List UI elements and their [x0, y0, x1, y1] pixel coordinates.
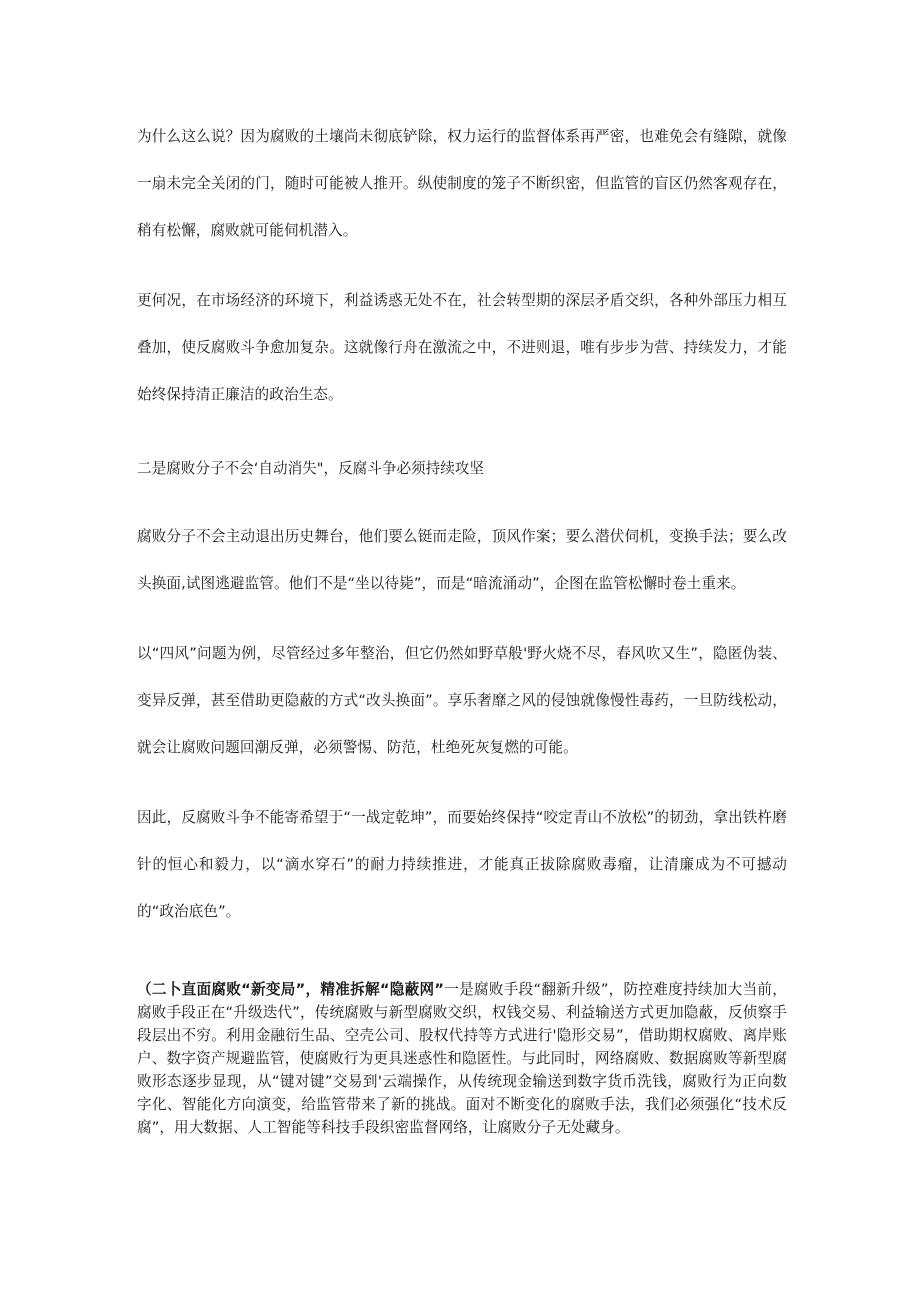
section-heading-two: 二是腐败分子不会‘自动消失"，反腐斗争必须持续攻坚 — [137, 460, 485, 477]
section-new-situation — [137, 978, 787, 1139]
paragraph-market-economy: 更何况，在市场经济的环境下，利益诱惑无处不在，社会转型期的深层矛盾交织，各种外部压力相互叠加，使反腐败斗争愈加复杂。这就像行舟在激流之中，不进则退，唯有步步为营、持续发力，才能始终保持清正廉洁的政治生态。 — [137, 292, 787, 403]
section-bold-lead: （二卜直面腐败“新变局”，精准拆解“隐蔽网” — [137, 981, 445, 998]
paragraph-why: 为什么这么说？因为腐败的土壤尚未彻底铲除，权力运行的监督体系再严密，也难免会有缝隙，就像一扇未完全关闭的门，随时可能被人推开。纵使制度的笼子不断织密，但监管的盲区仍然客观存在，稍有松懈，腐败就可能伺机潜入。 — [137, 128, 787, 239]
paragraph-therefore: 因此，反腐败斗争不能寄希望于“一战定乾坤”，而要始终保持“咬定青山不放松”的韧劲，拿出铁杵磨针的恒心和毅力，以“滴水穿石”的耐力持续推进，才能真正拔除腐败毒瘤，让清廉成为不可撼动的“政治底色”。 — [137, 809, 787, 920]
section-body: 一是腐败手段“翻新升级”，防控难度持续加大当前，腐败手段正在“升级迭代”，传统腐败与新型腐败交织，权钱交易、利益输送方式更加隐蔽，反侦察手段层出不穷。利用金融衍生品、空壳公司、股权代持等方式进行'隐形交易”，借助期权腐败、离岸账户、数字资产规避监管，使腐败行为更具迷惑性和隐匿性。与此同时，网络腐败、数据腐败等新型腐败形态逐步显现，从“键对键”交易到'云端操作，从传统现金输送到数字货币洗钱，腐败行为正向数字化、智能化方向演变，给监管带来了新的挑战。面对不断变化的腐败手法，我们必须强化“技术反腐”，用大数据、人工智能等科技手段织密监督网络，让腐败分子无处藏身。 — [137, 981, 787, 1136]
paragraph-corrupt-elements: 腐败分子不会主动退出历史舞台，他们要么铤而走险，顶风作案；要么潜伏伺机，变换手法；要么改头换面,试图逃避监管。他们不是“坐以待毙”，而是“暗流涌动”，企图在监管松懈时卷土重来。 — [137, 528, 787, 592]
paragraph-four-winds: 以“四风”问题为例，尽管经过多年整治，但它仍然如野草般'野火烧不尽，春风吹又生”，隐匿伪装、变异反弹，甚至借助更隐蔽的方式“改头换面”。享乐奢靡之风的侵蚀就像慢性毒药，一旦防线松动，就会让腐败问题回潮反弹，必须警惕、防范，杜绝死灰复燃的可能。 — [137, 645, 787, 756]
